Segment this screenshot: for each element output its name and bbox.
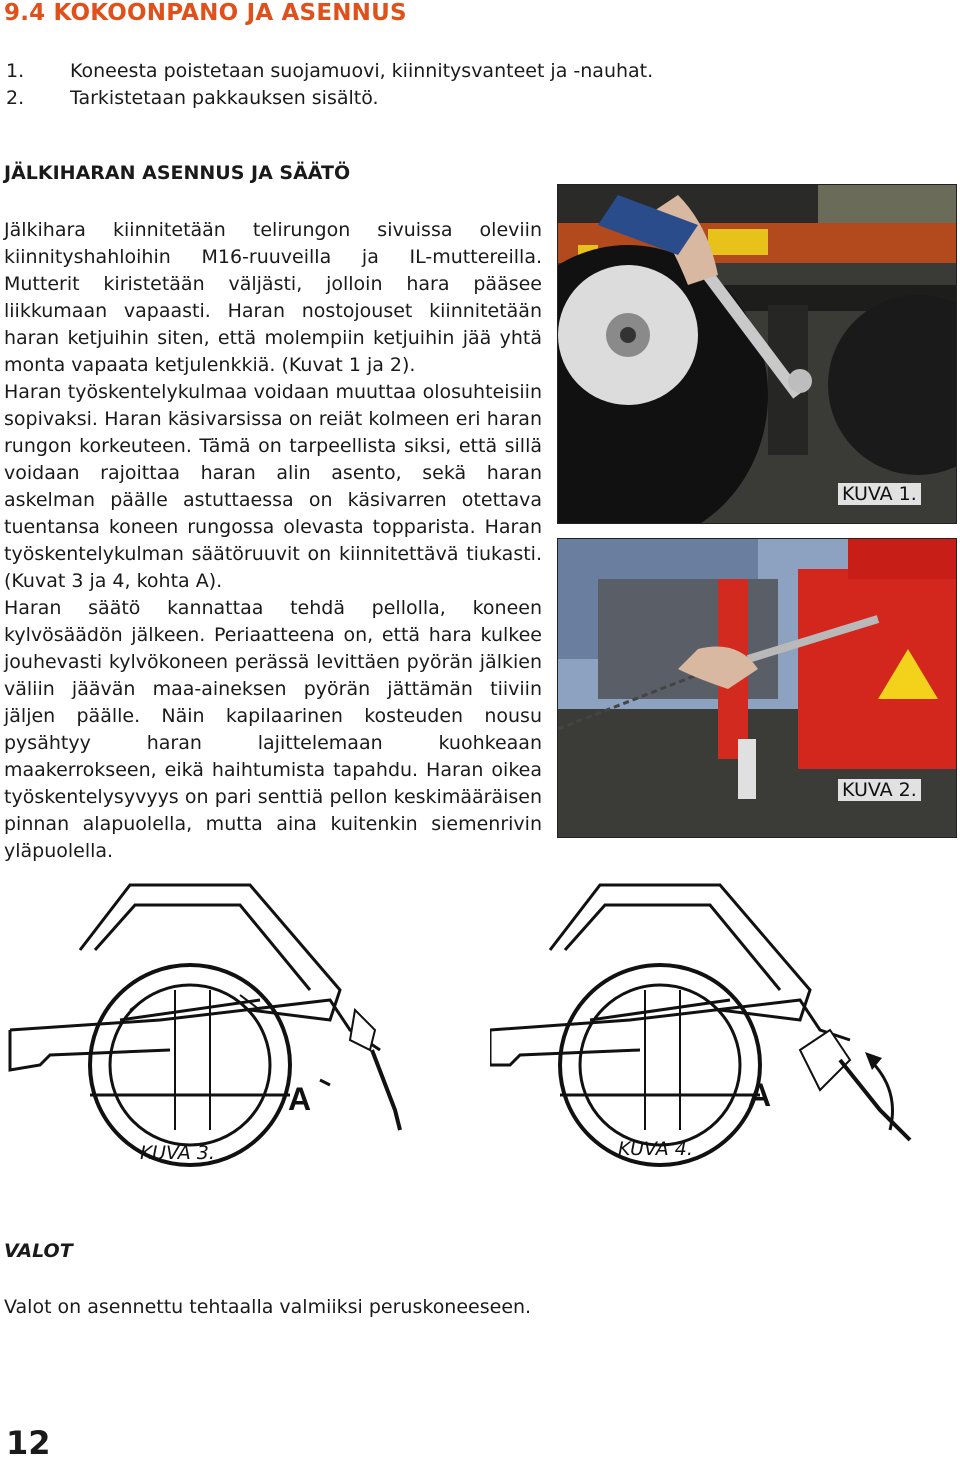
page-number: 12 <box>6 1424 51 1462</box>
steps-list <box>6 58 653 112</box>
list-item <box>6 85 653 112</box>
harrow-position-diagram <box>490 880 930 1180</box>
photo-kuva-1 <box>557 184 957 524</box>
step-number: 1. <box>6 60 25 82</box>
list-item <box>6 58 653 85</box>
diagram-kuva-4 <box>490 880 930 1180</box>
step-text: Koneesta poistetaan suojamuovi, kiinnitysvanteet ja -nauhat. <box>70 60 654 82</box>
harrow-position-diagram <box>0 880 420 1180</box>
step-number: 2. <box>6 87 25 109</box>
point-a-label: A <box>288 1081 312 1117</box>
paragraph: Haran työskentelykulmaa voidaan muuttaa olosuhteisiin sopivaksi. Haran käsivarsissa on reiät kolmeen eri haran rungon korkeuteen. Tämä on tarpeellista siksi, että sillä voidaan rajoittaa haran alin asento, sekä haran askelman päälle astuttaessa on käsivarren otettava tuentansa koneen rungossa olevasta topparista. Haran työskentelykulman säätöruuvit on kiinnitettävä tiukasti. (Kuvat 3 ja 4, kohta A). <box>4 381 542 592</box>
lights-text: Valot on asennettu tehtaalla valmiiksi peruskoneeseen. <box>4 1296 532 1318</box>
harrow-instructions <box>4 217 542 865</box>
diagram-kuva-3 <box>0 880 420 1180</box>
lights-heading: VALOT <box>4 1240 73 1262</box>
paragraph: Haran säätö kannattaa tehdä pellolla, koneen kylvösäädön jälkeen. Periaatteena on, että hara kulkee jouhevasti kylvökoneen perässä levittäen pyörän jälkien väliin jäävän maa-aineksen pyörän jättämän tiiviin jäljen päälle. Näin kapilaarinen kosteuden nousu pysähtyy haran lajittelemaan kuohkeaan maakerrokseen, eikä haihtumista tapahdu. Haran oikea työskentelysyvyys on pari senttiä pellon keskimääräisen pinnan alapuolella, mutta aina kuitenkin siemenrivin yläpuolella. <box>4 597 542 862</box>
caption-kuva-4: KUVA 4. <box>618 1138 693 1160</box>
harrow-heading: JÄLKIHARAN ASENNUS JA SÄÄTÖ <box>4 162 351 184</box>
point-a-label: A <box>748 1077 772 1113</box>
caption-kuva-3: KUVA 3. <box>140 1142 215 1164</box>
wheel-bolt-photo <box>558 185 956 523</box>
caption-kuva-2: KUVA 2. <box>838 779 921 801</box>
section-title: 9.4 KOKOONPANO JA ASENNUS <box>4 0 407 26</box>
photo-kuva-2 <box>557 538 957 838</box>
paragraph: Jälkihara kiinnitetään telirungon sivuissa oleviin kiinnityshahloihin M16-ruuveilla ja IL-muttereilla. Mutterit kiristetään väljästi, jolloin hara pääsee liikkumaan vapaasti. Haran nostojouset kiinnitetään haran ketjuihin siten, että molempiin ketjuihin jää yhtä monta vapaata ketjulenkkiä. (Kuvat 1 ja 2). <box>4 219 542 376</box>
step-text: Tarkistetaan pakkauksen sisältö. <box>70 87 379 109</box>
caption-kuva-1: KUVA 1. <box>838 483 921 505</box>
